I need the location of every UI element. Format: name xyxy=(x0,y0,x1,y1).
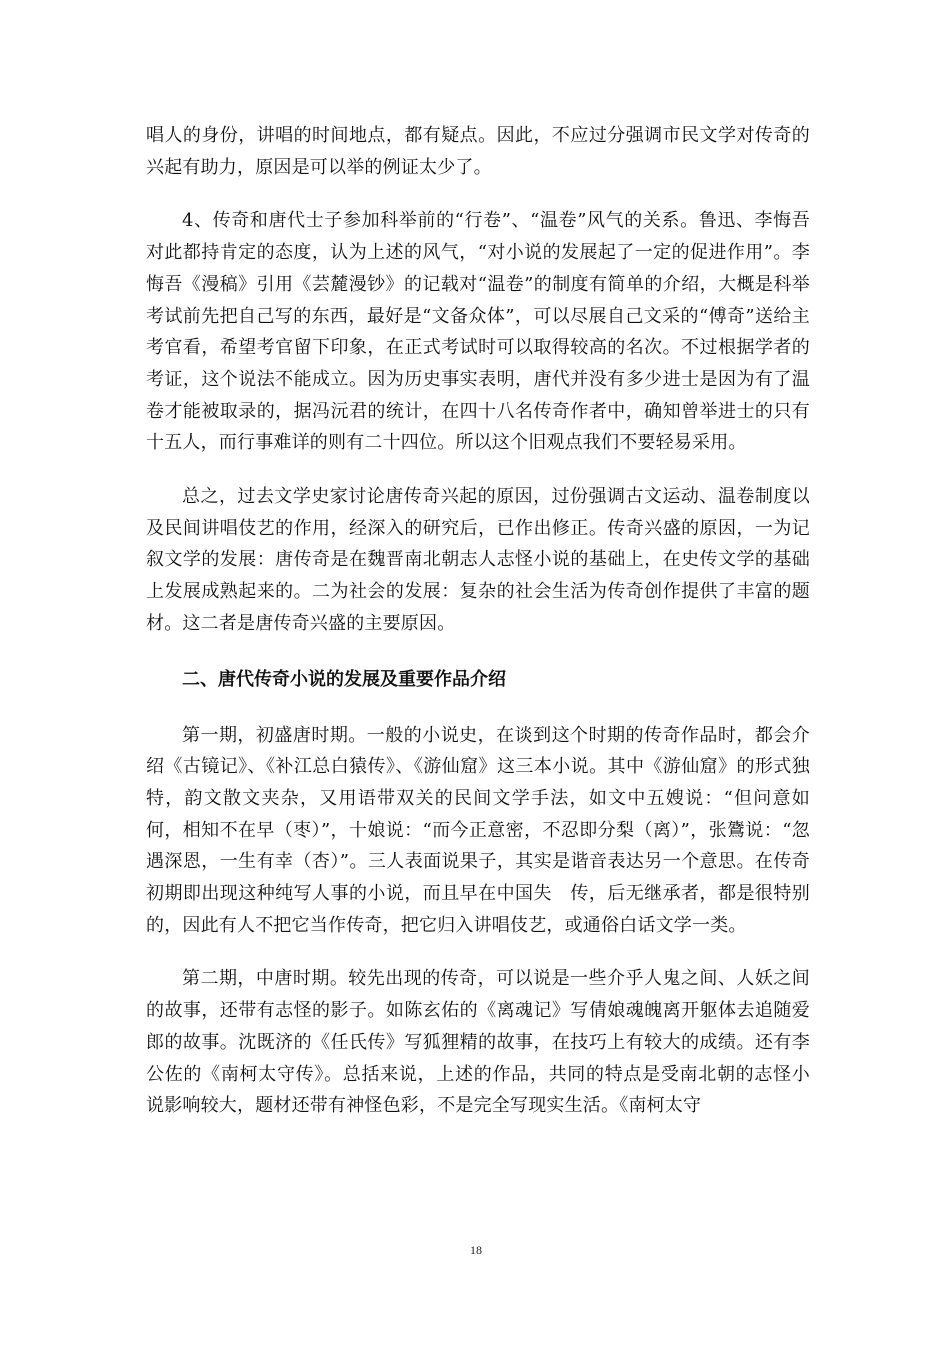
paragraph-period-1: 第一期，初盛唐时期。一般的小说史，在谈到这个时期的传奇作品时，都会介绍《古镜记》、《补江总白猿传》、《游仙窟》这三本小说。其中《游仙窟》的形式独特，韵文散文夹杂，又用语带双关的民间文学手法，如文中五嫂说：“但问意如何，相知不在早（枣）”，十娘说：“而今正意密，不忍即分梨（离）”，张鷟说：“忽遇深恩，一生有幸（杏）”。三人表面说果子，其实是谐音表达另一个意思。在传奇初期即出现这种纯写人事的小说，而且早在中国失 传，后无继承者，都是很特别的，因此有人不把它当作传奇，把它归入讲唱伎艺，或通俗白话文学一类。 xyxy=(146,724,810,936)
page-number: 18 xyxy=(470,1243,482,1257)
paragraph-item-4: 4、传奇和唐代士子参加科举前的“行卷”、“温卷”风气的关系。鲁迅、李悔吾对此都持肯定的态度，认为上述的风气，“对小说的发展起了一定的促进作用”。李悔吾《漫稿》引用《芸麓漫钞》的记载对“温卷”的制度有简单的介绍，大概是科举考试前先把自己写的东西，最好是“文备众体”，可以尽展自己文采的“傅奇”送给主考官看，希望考官留下印象，在正式考试时可以取得较高的名次。不过根据学者的考证，这个说法不能成立。因为历史事实表明，唐代并没有多少进士是因为有了温卷才能被取录的，据冯沅君的统计，在四十八名传奇作者中，确知曾举进士的只有十五人，而行事难详的则有二十四位。所以这个旧观点我们不要轻易采用。 xyxy=(146,210,810,454)
page-body xyxy=(146,120,810,1122)
section-heading: 二、唐代传奇小说的发展及重要作品介绍 xyxy=(182,668,506,690)
paragraph-summary: 总之，过去文学史家讨论唐传奇兴起的原因，过份强调古文运动、温卷制度以及民间讲唱伎艺的作用，经深入的研究后，已作出修正。传奇兴盛的原因，一为记叙文学的发展：唐传奇是在魏晋南北朝志人志怪小说的基础上，在史传文学的基础上发展成熟起来的。二为社会的发展：复杂的社会生活为传奇创作提供了丰富的题材。这二者是唐传奇兴盛的主要原因。 xyxy=(146,486,810,634)
paragraph-period-2: 第二期，中唐时期。较先出现的传奇，可以说是一些介乎人鬼之间、人妖之间的故事，还带有志怪的影子。如陈玄佑的《离魂记》写倩娘魂魄离开躯体去追随爱郎的故事。沈既济的《任氏传》写狐狸精的故事，在技巧上有较大的成绩。还有李公佐的《南柯太守传》。总括来说，上述的作品，共同的特点是受南北朝的志怪小说影响较大，题材还带有神怪色彩，不是完全写现实生活。《南柯太守 xyxy=(146,968,810,1117)
paragraph-continuation: 唱人的身份，讲唱的时间地点，都有疑点。因此，不应过分强调市民文学对传奇的兴起有助力，原因是可以举的例证太少了。 xyxy=(146,125,810,178)
